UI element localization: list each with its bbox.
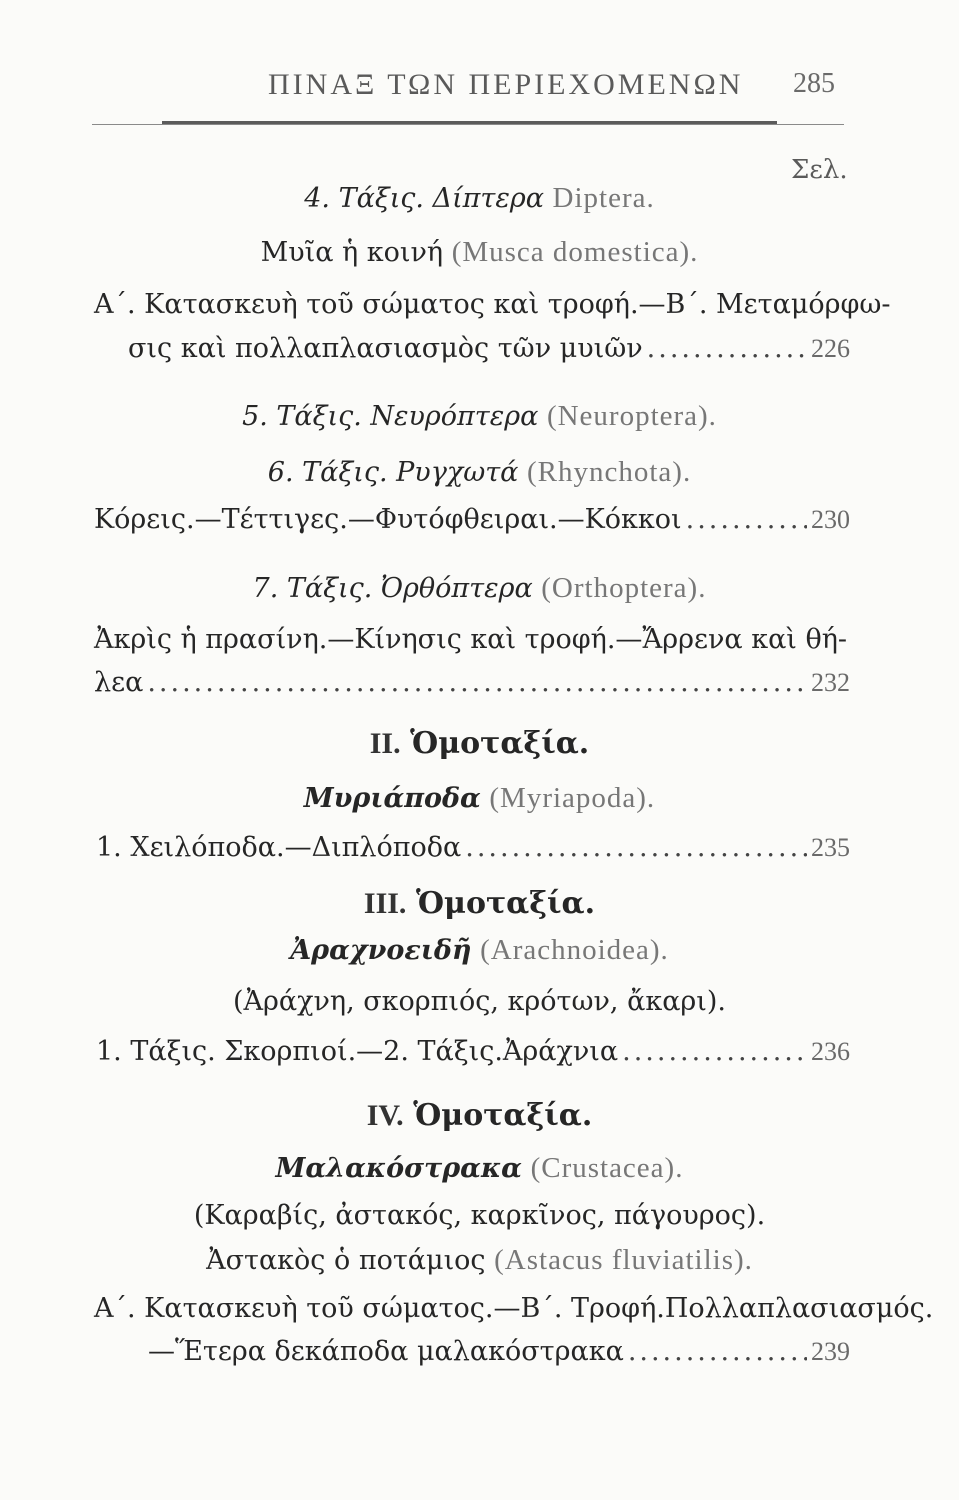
order-number: 7. Τάξις. — [252, 573, 373, 604]
order-latin-name: (Orthoptera). — [541, 572, 707, 604]
group-latin-name: (Crustacea). — [530, 1152, 684, 1184]
order-number: 6. Τάξις. — [267, 457, 388, 488]
class-title: Ὁμοταξία. — [415, 886, 596, 921]
class-title: Ὁμοταξία. — [413, 1098, 593, 1133]
entry-text: Κόρεις.—Τέττιγες.—Φυτόφθειραι.—Κόκκοι — [94, 504, 682, 535]
page-column-label: Σελ. — [791, 155, 848, 185]
order-greek-name: Ρυγχωτά — [396, 457, 519, 488]
order-number: 5. Τάξις. — [242, 401, 362, 432]
order-latin-name: Diptera. — [552, 182, 655, 214]
species-greek-name: Μυῖα ἡ κοινή — [260, 237, 444, 268]
species-latin-name: (Musca domestica). — [451, 236, 699, 268]
entry-text: λεα — [94, 667, 144, 698]
subheading-myriapoda — [0, 782, 959, 815]
toc-entry-musca[interactable] — [128, 333, 850, 364]
dot-leader — [622, 1036, 807, 1067]
subheading-astacus — [0, 1244, 959, 1277]
class-title: Ὁμοταξία. — [410, 726, 590, 761]
entry-text: 1. Χειλόποδα.—Διπλόποδα — [96, 832, 462, 863]
species-latin-name: (Astacus fluviatilis). — [494, 1244, 753, 1276]
toc-entry-arachnoidea[interactable] — [96, 1036, 850, 1067]
entry-text: —Ἕτερα δεκάποδα μαλακόστρακα — [148, 1336, 624, 1367]
class-heading-iii — [0, 886, 959, 921]
class-roman-numeral: III. — [363, 887, 407, 920]
order-latin-name: (Rhynchota). — [526, 456, 692, 488]
dot-leader — [686, 504, 807, 535]
group-greek-name: Μαλακόστρακα — [275, 1153, 522, 1184]
toc-entry-rhynchota[interactable] — [94, 504, 850, 535]
dot-leader — [147, 667, 807, 698]
page-number: 285 — [793, 68, 835, 99]
entry-text: σις καὶ πολλαπλασιασμὸς τῶν μυιῶν — [128, 333, 643, 364]
entry-page: 230 — [811, 505, 850, 534]
toc-entry-astacus[interactable] — [148, 1336, 850, 1367]
section-heading-orthoptera — [0, 572, 959, 605]
running-header-title: ΠΙΝΑΞ ΤΩΝ ΠΕΡΙΕΧΟΜΕΝΩΝ — [268, 68, 744, 101]
order-greek-name: Δίπτερα — [432, 183, 544, 214]
dot-leader — [465, 832, 807, 863]
group-greek-name: Μυριάποδα — [303, 783, 481, 814]
entry-page: 226 — [811, 334, 850, 363]
section-heading-diptera — [0, 182, 959, 215]
dot-leader — [628, 1336, 807, 1367]
class-roman-numeral: IV. — [366, 1099, 404, 1132]
group-latin-name: (Arachnoidea). — [480, 934, 669, 966]
class-heading-ii — [0, 726, 959, 761]
entry-page: 235 — [811, 833, 850, 862]
toc-entry-orthoptera[interactable] — [94, 667, 850, 698]
class-roman-numeral: II. — [369, 727, 401, 760]
entry-text: 1. Τάξις. Σκορπιοί.—2. Τάξις.Ἀράχνια — [96, 1036, 619, 1067]
entry-page: 232 — [811, 668, 850, 697]
entry-page: 236 — [811, 1037, 850, 1066]
class-heading-iv — [0, 1098, 959, 1133]
header-rule-thin — [92, 124, 844, 125]
subheading-musca — [0, 236, 959, 269]
crustacea-examples: (Καραβίς, ἀστακός, καρκῖνος, πάγουρος). — [193, 1200, 766, 1231]
group-greek-name: Ἀραχνοειδῆ — [290, 935, 472, 966]
order-greek-name: Νευρόπτερα — [370, 401, 539, 432]
entry-musca-line1: Α΄. Κατασκευὴ τοῦ σώματος καὶ τροφή.—Β΄. Μεταμόρφω- — [94, 289, 891, 320]
order-number: 4. Τάξις. — [304, 183, 424, 214]
group-latin-name: (Myriapoda). — [489, 782, 656, 814]
entry-orthoptera-line1: Ἀκρὶς ἡ πρασίνη.—Κίνησις καὶ τροφή.—Ἄρρενα καὶ θή- — [94, 624, 848, 655]
entry-page: 239 — [811, 1337, 850, 1366]
species-greek-name: Ἀστακὸς ὁ ποτάμιος — [206, 1245, 486, 1276]
entry-astacus-line1: Α΄. Κατασκευὴ τοῦ σώματος.—Β΄. Τροφή.Πολλαπλασιασμός. — [94, 1293, 934, 1324]
arachnoidea-examples: (Ἀράχνη, σκορπιός, κρότων, ἄκαρι). — [232, 986, 726, 1017]
toc-entry-myriapoda[interactable] — [96, 832, 850, 863]
order-greek-name: Ὀρθόπτερα — [380, 573, 533, 604]
section-heading-rhynchota — [0, 456, 959, 489]
section-heading-neuroptera — [0, 400, 959, 433]
subheading-crustacea — [0, 1152, 959, 1185]
dot-leader — [647, 333, 807, 364]
subheading-arachnoidea — [0, 934, 959, 967]
order-latin-name: (Neuroptera). — [546, 400, 717, 432]
header-rule-thick — [162, 121, 777, 124]
